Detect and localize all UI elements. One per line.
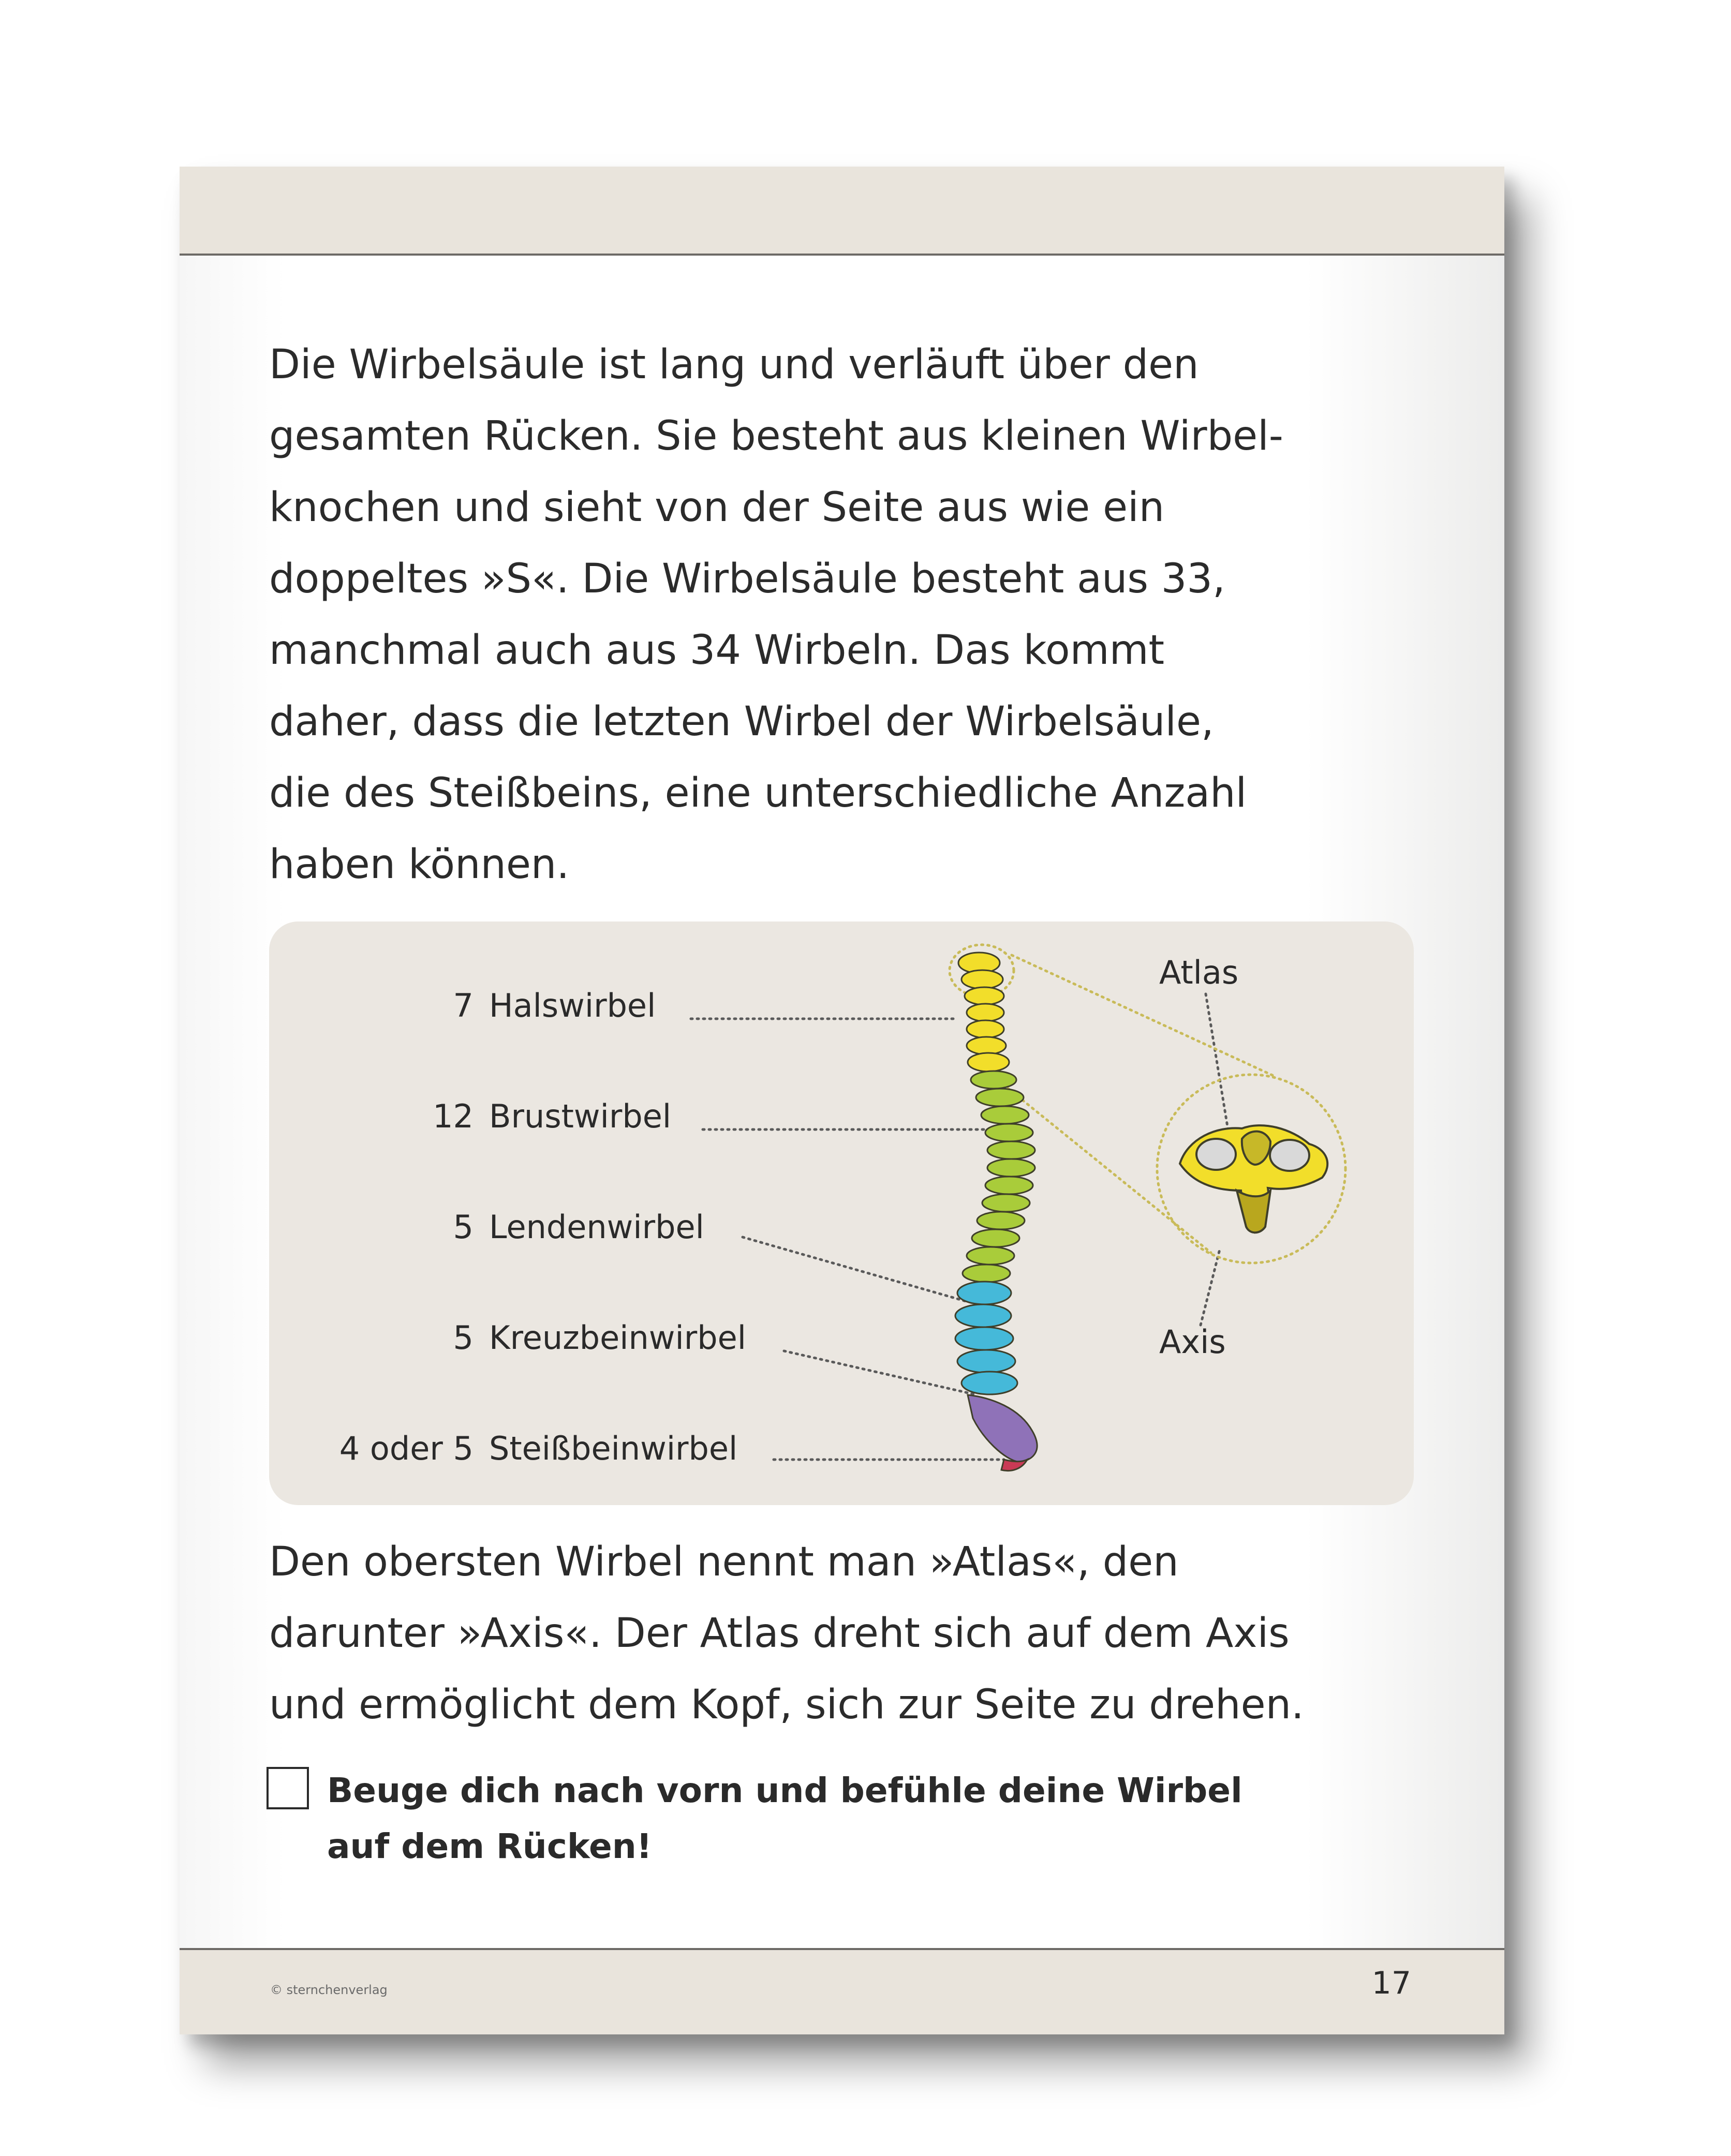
task-line: auf dem Rücken! [327,1826,652,1866]
atlas-axis-illustration [1180,1125,1327,1232]
task-checkbox[interactable] [267,1767,309,1809]
task-line: Beuge dich nach vorn und befühle deine Wirbel [327,1771,1242,1810]
text-line: darunter »Axis«. Der Atlas dreht sich auf dem Axis [269,1610,1290,1657]
text-line: daher, dass die letzten Wirbel der Wirbelsäule, [269,698,1214,745]
spine-diagram [269,921,1414,1505]
header-band [180,167,1504,256]
label-name-cervical: Halswirbel [489,987,656,1024]
text-line: manchmal auch aus 34 Wirbeln. Das kommt [269,627,1165,674]
text-line: die des Steißbeins, eine unterschiedliche Anzahl [269,770,1247,816]
text-line: doppeltes »S«. Die Wirbelsäule besteht aus 33, [269,556,1225,602]
intro-paragraph [269,329,1283,900]
task-text [327,1763,1242,1875]
label-count-lumbar: 5 [453,1208,474,1246]
leader-line-axis [1201,1247,1220,1325]
label-name-coccyx: Steißbeinwirbel [489,1430,738,1467]
label-count-coccyx: 4 oder 5 [339,1430,474,1467]
label-name-thoracic: Brustwirbel [489,1097,672,1135]
label-count-thoracic: 12 [433,1097,474,1135]
page-number: 17 [1371,1965,1411,2001]
copyright-notice: © sternchenverlag [270,1983,388,1997]
spine-figure [269,921,1414,1505]
atlas-label: Atlas [1159,954,1239,991]
book-page [180,167,1504,2034]
text-line: Die Wirbelsäule ist lang und verläuft über den [269,341,1199,388]
atlas-axis-paragraph [269,1526,1304,1741]
axis-label: Axis [1159,1323,1226,1361]
text-line: Den obersten Wirbel nennt man »Atlas«, den [269,1539,1179,1585]
text-line: knochen und sieht von der Seite aus wie ein [269,484,1165,531]
leader-line-lumbar [743,1237,968,1302]
text-line: haben können. [269,841,570,888]
label-count-sacrum: 5 [453,1319,474,1357]
label-name-sacrum: Kreuzbeinwirbel [489,1319,746,1357]
label-count-cervical: 7 [453,987,474,1024]
text-line: und ermöglicht dem Kopf, sich zur Seite zu drehen. [269,1682,1304,1728]
text-line: gesamten Rücken. Sie besteht aus kleinen Wirbel- [269,413,1283,459]
leader-line-sacrum [784,1351,977,1395]
label-name-lumbar: Lendenwirbel [489,1208,704,1246]
